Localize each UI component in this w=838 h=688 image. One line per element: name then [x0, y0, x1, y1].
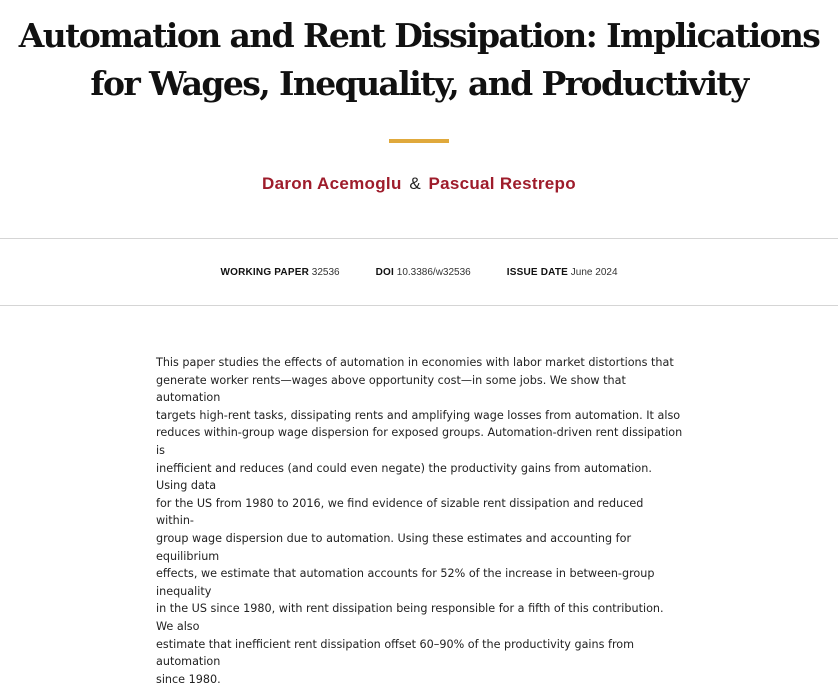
doi: [376, 267, 471, 278]
abstract-line: in the US since 1980, with rent dissipation being responsible for a fifth of this contribution. We also: [156, 602, 664, 633]
author-link-acemoglu[interactable]: Daron Acemoglu: [262, 174, 402, 193]
abstract-line: group wage dispersion due to automation. Using these estimates and accounting for equilibrium: [156, 531, 632, 563]
author-separator: &: [409, 174, 421, 193]
abstract-line: since 1980.: [156, 672, 221, 686]
abstract-line: effects, we estimate that automation accounts for 52% of the increase in between-group inequality: [156, 567, 655, 598]
paper-title-line-2: for Wages, Inequality, and Productivity: [90, 64, 748, 103]
abstract-line: estimate that inefficient rent dissipation offset 60–90% of the productivity gains from automation: [156, 637, 635, 669]
abstract-line: for the US from 1980 to 2016, we find evidence of sizable rent dissipation and reduced within-: [156, 496, 644, 528]
abstract: [156, 354, 684, 688]
working-paper-value: 32536: [311, 266, 340, 278]
working-paper-number: [220, 267, 339, 278]
issue-date-value: June 2024: [570, 266, 618, 278]
doi-label: DOI: [375, 266, 394, 278]
paper-title: [0, 12, 838, 108]
abstract-line: inefficient and reduces (and could even negate) the productivity gains from automation. Using data: [156, 461, 652, 493]
paper-metadata-bar: [0, 238, 838, 306]
title-accent-divider: [389, 139, 449, 143]
abstract-line: targets high-rent tasks, dissipating rents and amplifying wage losses from automation. It also: [156, 408, 681, 422]
issue-date: [507, 267, 618, 278]
issue-date-label: ISSUE DATE: [506, 266, 569, 278]
author-link-restrepo[interactable]: Pascual Restrepo: [428, 174, 576, 193]
author-list: [0, 172, 838, 196]
abstract-line: This paper studies the effects of automation in economies with labor market distortions that: [156, 356, 674, 369]
abstract-line: generate worker rents—wages above opportunity cost—in some jobs. We show that automation: [156, 373, 626, 405]
working-paper-label: WORKING PAPER: [220, 266, 309, 278]
paper-title-line-1: Automation and Rent Dissipation: Implications: [18, 16, 820, 55]
doi-value: 10.3386/w32536: [396, 266, 471, 278]
abstract-line: reduces within-group wage dispersion for exposed groups. Automation-driven rent dissipation is: [156, 426, 683, 457]
